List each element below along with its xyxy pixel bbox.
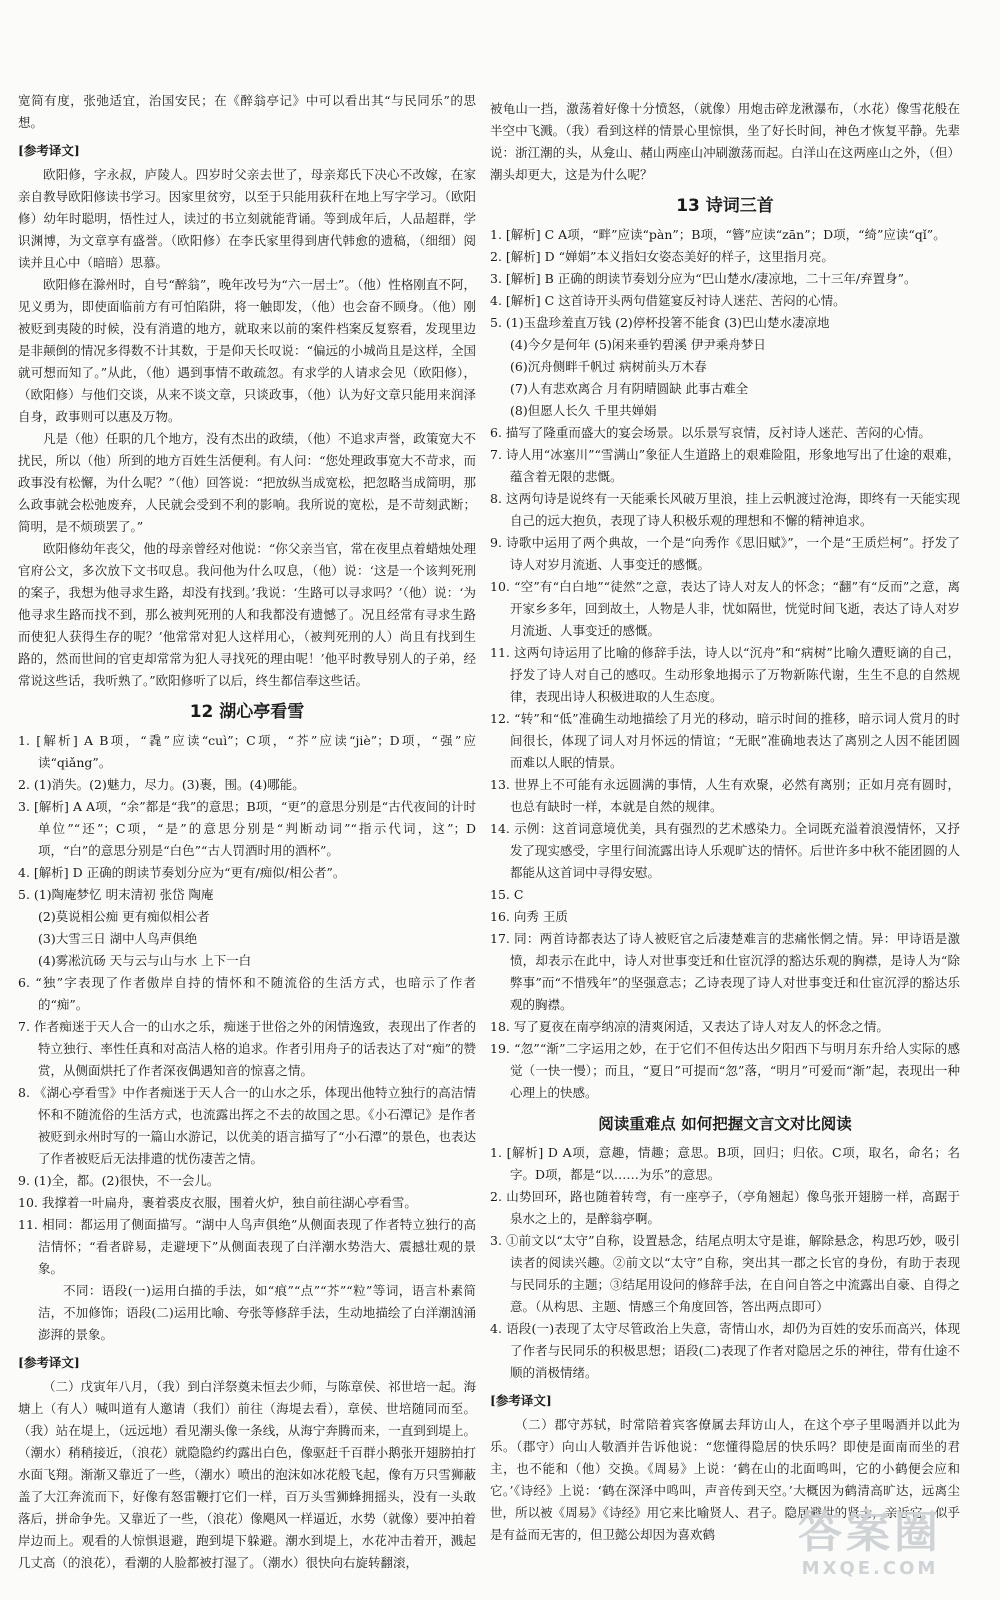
answer-item: 17. 同：两首诗都表达了诗人被贬官之后凄楚难言的悲痛怅惘之情。异：甲诗语是激愤，却表示在此中，诗人对世事变迁和仕宦沉浮的豁达乐观的胸襟，是诗人为“除弊事”而“不惜残年”的坚强意志；乙诗表现了诗人对世事变迁和仕宦沉浮的豁达乐观的胸襟。 — [490, 931, 960, 1012]
answer-item: 7. 作者痴迷于天人合一的山水之乐，痴迷于世俗之外的闲情逸致，表现出了作者的特立独行、率性任真和对高洁人格的追求。作者引用舟子的话表达了对“痴”的赞赏，从侧面烘托了作者深夜偶遇知音的惊喜之情。 — [18, 1019, 476, 1078]
answer-item: 1. [解析] A B项，“毳”应读“cuì”；C项，“芥”应读“jiè”；D项，“强”应读“qiǎng”。 — [18, 733, 476, 770]
answer-item: 2. [解析] D “婵娟”本义指妇女姿态美好的样子，这里指月亮。 — [490, 249, 834, 264]
answer-item: 5. (1)玉盘珍羞直万钱 (2)停杯投箸不能食 (3)巴山楚水凄凉地 — [490, 315, 830, 330]
section-12-title: 12 湖心亭看雪 — [189, 702, 305, 722]
answer-item: 5. (1)陶庵梦忆 明末清初 张岱 陶庵 — [18, 887, 214, 902]
watermark-url: MXQE.COM — [801, 1558, 939, 1579]
answer-item: 9. 诗歌中运用了两个典故，一个是“向秀作《思旧赋》”，一个是“王质烂柯”。抒发了诗人对岁月流逝、人事变迁的感慨。 — [490, 535, 960, 572]
translation-paragraph: （二）郡守苏轼，时常陪着宾客僚属去拜访山人，在这个亭子里喝酒并以此为乐。（郡守）向山人敬酒并告诉他说：“您懂得隐居的快乐吗？即使是面南而坐的君主，也不能和（他）交换。《周易》上说：‘鹤在山的北面鸣叫，它的小鹤便会应和它。’《诗经》上说：‘鹤在深泽中鸣叫，声音传到天空。’大概因为鹤清高旷达，远离尘世，所以被《周易》《诗经》用它来比喻贤人、君子。隐居避世的贤士，亲近它，似乎是有益而无害的，但卫懿公却因为喜欢鹤 — [490, 1417, 960, 1542]
answer-item: 1. [解析] D A项，意趣，情趣；意思。B项，回归；归依。C项，取名，命名；名字。D项，都是“以……为乐”的意思。 — [490, 1145, 960, 1182]
answer-item: 15. C — [490, 887, 524, 902]
translation-paragraph: 凡是（他）任职的几个地方，没有杰出的政绩，（他）不追求声誉，政策宽大不扰民，所以（他）所到的地方百姓生活便利。有人问：“您处理政事宽大不苛求，而政事没有松懈，为什么呢？”（他）回答说：“把放纵当成宽松，把忽略当成简明，那么政事就会松弛废弃，人民就会受到不利的影响。我所说的宽松，是不苛刻武断；简明，是不烦琐罢了。” — [18, 431, 476, 534]
section-13-title: 13 诗词三首 — [676, 196, 774, 216]
answer-item: 19. “忽”“渐”二字运用之妙，在于它们不但传达出夕阳西下与明月东升给人实际的感觉（一快一慢）；而且，“夏日”可提而“忽”落，“明月”可爱而“渐”起，表现出一种心理上的快感。 — [490, 1041, 960, 1100]
answer-item: (7)人有悲欢离合 月有阴晴圆缺 此事古难全 — [510, 381, 749, 396]
answer-item: 6. 描写了隆重而盛大的宴会场景。以乐景写哀情，反衬诗人迷茫、苦闷的心情。 — [490, 425, 931, 440]
answer-item: 10. “空”有“白白地”“徒然”之意，表达了诗人对友人的怀念；“翻”有“反而”之意，离开家乡多年，回到故土，人物是人非，忧如隔世，恍觉时间飞逝，表达了诗人对岁月流逝、人事变迁的感慨。 — [490, 579, 961, 638]
translation-paragraph: 欧阳修，字永叔，庐陵人。四岁时父亲去世了，母亲郑氏下决心不改嫁，在家亲自教导欧阳修读书学习。因家里贫穷，以至于只能用荻秆在地上写字学习。（欧阳修）幼年时聪明，悟性过人，读过的书立刻就能背诵。等到成年后，人品超群，学识渊博，为文章享有盛誉。（欧阳修）在李氏家里得到唐代韩愈的遗稿，（细细）阅读并且心中（暗暗）思慕。 — [18, 167, 476, 270]
answer-item: 1. [解析] C A项，“畔”应读“pàn”；B项，“簪”应读“zān”；D项，“绮”应读“qǐ”。 — [490, 227, 946, 242]
answer-item: 16. 向秀 王质 — [490, 909, 568, 924]
section-12-answers — [18, 730, 476, 1346]
answer-item: 13. 世界上不可能有永远圆满的事情，人生有欢聚，必然有离别；正如月亮有圆时，也总有缺时一样，本就是自然的规律。 — [490, 777, 960, 814]
left-column — [18, 90, 476, 1574]
translation-paragraph: （二）戊寅年八月，（我）到白洋祭奠未恒去少师，与陈章侯、祁世培一起。海塘上（有人）喊叫道有人邀请（我们）前往（海堤去看），章侯、世培随同而至。（我）站在堤上，（远远地）看见潮头像一条线，从海宁奔腾而来，一直到到堤上。（潮水）稍稍接近，（浪花）就隐隐约约露出白色，像驱赶千百群小鹅张开翅膀拍打水面飞翔。渐渐又靠近了一些，（潮水）喷出的泡沫如冰花般飞起，像有万只雪狮蔽盖了大江奔流而下，好像有怒雷鞭打它们一样，百万头雪狮蜂拥摇头，没有一头敢落后，拼命争先。又靠近了一些，（浪花）像飓风一样逼近，水势（就像）要冲拍着岸边而上。观看的人惊惧退避，跑到堤下躲避。潮水到堤上，水花冲击着开，溅起几丈高（的浪花），看潮的人脸都被打湿了。（潮水）很快向右旋转翻滚， — [18, 1379, 476, 1570]
watermark-text: 答案圈 — [798, 1507, 942, 1558]
translation-paragraph: 欧阳修幼年丧父，他的母亲曾经对他说：“你父亲当官，常在夜里点着蜡烛处理官府公文，多次放下文书叹息。我问他为什么叹息，（他）说：‘这是一个该判死刑的案子，我想为他寻求生路，却没有找到。’我说：‘生路可以寻求吗？’（他）说：‘为他寻求生路而找不到，那么被判死刑的人和我都没有遗憾了。况且经常有寻求生路而使犯人获得生存的呢？’他常常对犯人这样用心，（被判死刑的人）尚且有找到生路的，然而世间的官吏却常常为犯人寻找死的理由呢！’他平时教导别人的子弟，经常说这些话，我听熟了。”欧阳修听了以后，终生都信奉这些话。 — [18, 541, 476, 688]
answer-item: 8. 这两句诗是说终有一天能乘长风破万里浪，挂上云帆渡过沧海，即终有一天能实现自己的远大抱负，表现了诗人积极乐观的理想和不懈的精神追求。 — [490, 491, 960, 528]
answer-item: (3)大雪三日 湖中人鸟声俱绝 — [38, 931, 198, 946]
reference-translation-heading: [参考译文] — [490, 1393, 552, 1408]
answer-item: (8)但愿人长久 千里共婵娟 — [510, 403, 657, 418]
reference-translation-heading: [参考译文] — [18, 143, 80, 158]
section-13-answers — [490, 224, 960, 1104]
answer-item: 12. “转”和“低”准确生动地描绘了月光的移动，暗示时间的推移，暗示词人赏月的时间很长，体现了词人对月怀远的情谊；“无眠”准确地表达了离别之人因不能团圆而难以人眠的情景。 — [490, 711, 960, 770]
answer-item: 4. [解析] C 这首诗开头两句借筵宴反衬诗人迷茫、苦闷的心情。 — [490, 293, 846, 308]
answer-item: (4)雾凇沆砀 天与云与山与水 上下一白 — [38, 953, 252, 968]
answer-item: 8. 《湖心亭看雪》中作者痴迷于天人合一的山水之乐，体现出他特立独行的高洁情怀和不随流俗的生活方式，也流露出挥之不去的故国之思。《小石潭记》是作者被贬到永州时写的一篇山水游记，以优美的语言描写了“小石潭”的景色，也表达了作者被贬后无法排遣的忧伤凄苦之情。 — [18, 1085, 476, 1166]
answer-item: (2)莫说相公痴 更有痴似相公者 — [38, 909, 210, 924]
answer-item: 14. 示例：这首词意境优美，具有强烈的艺术感染力。全词既充溢着浪漫情怀，又抒发了现实感受，字里行间流露出诗人乐观旷达的情怀。后世许多中秋不能团圆的人都能从这首词中寻得安慰。 — [490, 821, 961, 880]
answer-item: 6. “独”字表现了作者傲岸自持的情怀和不随流俗的生活方式，也暗示了作者的“痴”。 — [18, 975, 476, 1012]
continued-translation: 被龟山一挡，激荡着好像十分愤怒，（就像）用炮击碎龙湫瀑布，（水花）像雪花般在半空中飞溅。（我）看到这样的情景心里惊惧，坐了好长时间，神色才恢复平静。先辈说：浙江潮的头，从龛山、赭山两座山冲刷激荡而起。白洋山在这两座山之外，（但）潮头却更大，这是为什么呢？ — [490, 101, 960, 182]
answer-item: 9. (1)全，都。(2)很快，不一会儿。 — [18, 1173, 220, 1188]
answer-item: 11. 这两句诗运用了比喻的修辞手法，诗人以“沉舟”和“病树”比喻久遭贬谪的自己，抒发了诗人对自己的感叹。生动形象地揭示了万物新陈代谢，生生不息的自然规律，表现出诗人积极进取的人生态度。 — [490, 645, 960, 704]
right-column — [490, 98, 960, 1546]
answer-item: 18. 写了夏夜在南亭纳凉的清爽闲适，又表达了诗人对友人的怀念之情。 — [490, 1019, 889, 1034]
translation-paragraph: 欧阳修在滁州时，自号“醉翁”，晚年改号为“六一居士”。（他）性格刚直不阿，见义勇为，即使面临前方有可怕陷阱，将一触即发，（他）也会奋不顾身。（他）刚被贬到夷陵的时候，没有消遣的地方，就取来以前的案件档案反复察看，发现里边是非颠倒的情况多得数不计其数，于是仰天长叹说：“偏远的小城尚且是这样，全国就可想而知了。”从此，（他）遇到事情不敢疏忽。有求学的人请求会见（欧阳修），（欧阳修）与他们交谈，从来不谈文章，只谈政事，（他）认为好文章只能用来润泽自身，政事则可以惠及万物。 — [18, 277, 476, 424]
reading-focus-answers — [490, 1142, 960, 1384]
answer-item: 4. 语段(一)表现了太守尽管政治上失意，寄情山水，却仍为百姓的安乐而高兴，体现了作者与民同乐的积极思想；语段(二)表现了作者对隐居之乐的神往，带有仕途不顺的消极情绪。 — [490, 1321, 960, 1380]
answer-item: 3. ①前文以“太守”自称，设置悬念，结尾点明太守是谁，解除悬念，构思巧妙，吸引读者的阅读兴趣。②前文以“太守”自称，突出其一郡之长官的身份，有助于表现与民同乐的主题；③结尾用设问的修辞手法，在自问自答之中流露出自豪、自得之意。（从构思、主题、情感三个角度回答，答出两点即可） — [490, 1233, 961, 1314]
reference-translation-heading: [参考译文] — [18, 1355, 80, 1370]
answer-item: 7. 诗人用“冰塞川”“雪满山”象征人生道路上的艰难险阻，形象地写出了仕途的艰难，蕴含着无限的悲慨。 — [490, 447, 960, 484]
answer-item: 3. [解析] A A项，“余”都是“我”的意思；B项，“更”的意思分别是“古代夜间的计时单位”“还”；C项，“是”的意思分别是“判断动词”“指示代词，这”；D项，“白”的意思分别是“白色”“古人罚酒时用的酒杯”。 — [18, 799, 476, 858]
answer-item: 11. 相同：都运用了侧面描写。“湖中人鸟声俱绝”从侧面表现了作者特立独行的高洁情怀；“看者辟易，走避埂下”从侧面表现了白洋潮水势浩大、震撼壮观的景象。 — [18, 1217, 476, 1276]
answer-item: 2. (1)消失。(2)魅力，尽力。(3)裹，围。(4)哪能。 — [18, 777, 305, 792]
answer-item: 3. [解析] B 正确的朗读节奏划分应为“巴山楚水/凄凉地，二十三年/弃置身”。 — [490, 271, 917, 286]
intro-text: 宽简有度，张弛适宜，治国安民；在《醉翁亭记》中可以看出其“与民同乐”的思想。 — [18, 93, 476, 130]
answer-item: 不同：语段(一)运用白描的手法，如“痕”“点”“芥”“粒”等词，语言朴素简洁，不加修饰；语段(二)运用比喻、夸张等修辞手法，生动地描绘了白洋潮汹涌澎湃的景象。 — [38, 1283, 476, 1342]
answer-item: 2. 山势回环，路也随着转弯，有一座亭子，（亭角翘起）像鸟张开翅膀一样，高踞于泉水之上的，是醉翁亭啊。 — [490, 1189, 960, 1226]
reading-focus-title: 阅读重难点 如何把握文言文对比阅读 — [598, 1115, 852, 1133]
answer-item: 4. [解析] D 正确的朗读节奏划分应为“更有/痴似/相公者”。 — [18, 865, 346, 880]
watermark-logo — [760, 1508, 980, 1584]
answer-item: (6)沉舟侧畔千帆过 病树前头万木春 — [510, 359, 707, 374]
answer-item: (4)今夕是何年 (5)闲来垂钓碧溪 伊尹乘舟梦日 — [510, 337, 766, 352]
answer-item: 10. 我撑着一叶扁舟，裹着裘皮衣服，围着火炉，独自前往湖心亭看雪。 — [18, 1195, 417, 1210]
